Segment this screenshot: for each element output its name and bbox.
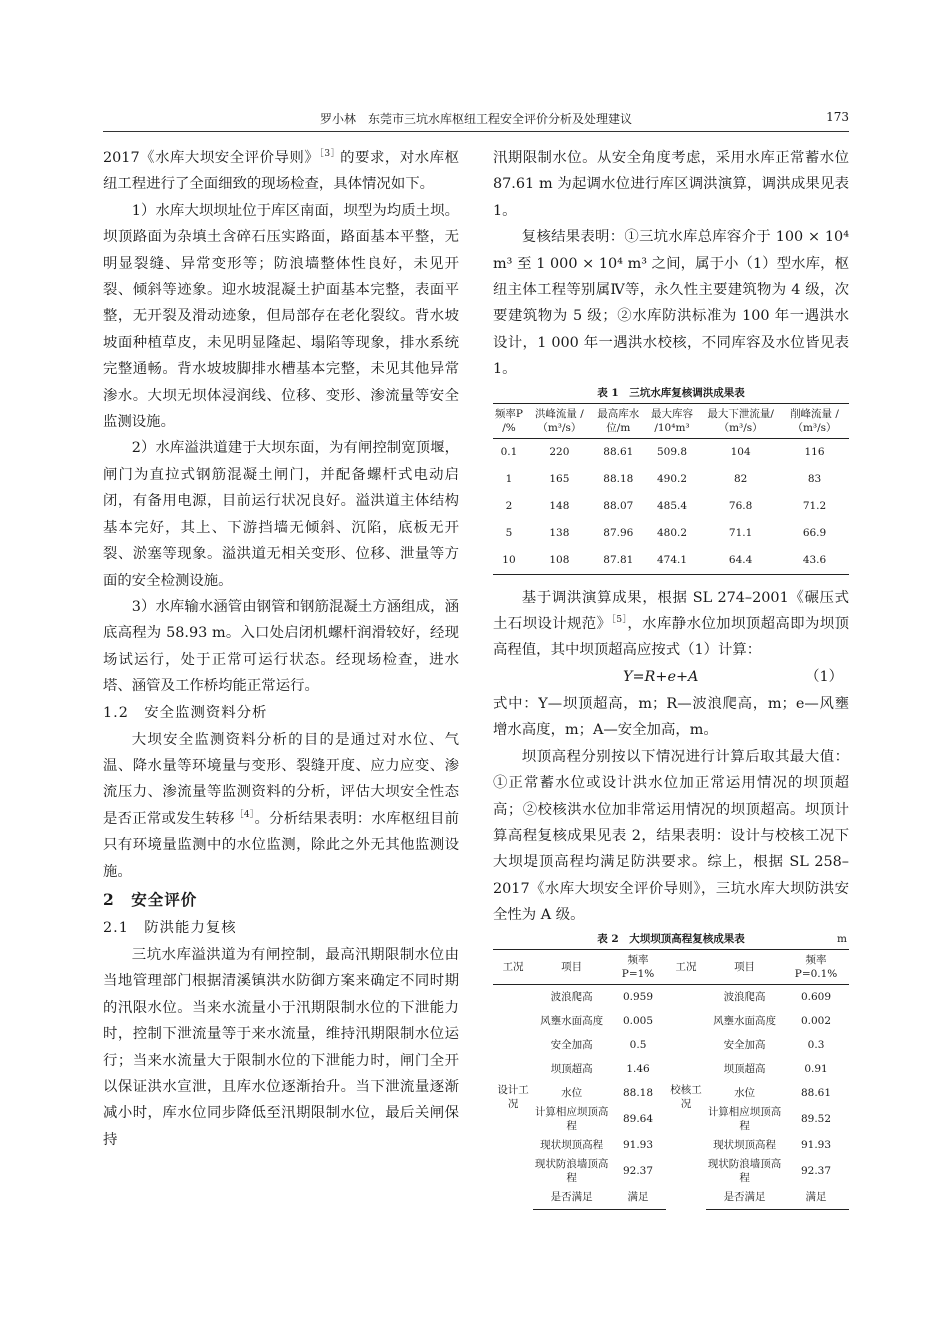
table1-header: 洪峰流量 /（m³/s） <box>525 403 594 438</box>
table-row: 0.1 220 88.61 509.8 104 116 <box>500 446 825 459</box>
table1-header: 频率P /% <box>493 403 525 438</box>
table-row: 10 108 87.81 474.1 64.4 43.6 <box>493 547 849 575</box>
left-column <box>103 145 459 1153</box>
running-header <box>103 107 849 129</box>
table-row: 2 148 88.07 485.4 76.8 71.2 <box>505 500 827 513</box>
section-heading-1-2: 1.2 安全监测资料分析 <box>103 704 268 721</box>
citation[interactable]: ［3］ <box>319 149 341 160</box>
table-row: 安全加高 0.5 安全加高 0.3 <box>550 1038 825 1051</box>
table2 <box>493 949 849 1210</box>
table1-header: 削峰流量 /（m³/s） <box>780 403 849 438</box>
table-row: 现状防浪墙顶高程 92.37 现状防浪墙顶高程 92.37 <box>534 1157 832 1184</box>
paragraph: 复核结果表明：①三坑水库总库容介于 100 × 10⁴ m³ 至 1 000 × 10⁴ m³ 之间，属于小（1）型水库，枢纽主体工程等别属Ⅳ等，永久性主要建筑物为 4 级，次要建筑物为 5 级；②水库防洪标准为 100 年一遇洪水设计，1 000 年一遇洪水校核，不同库容及水位皆见表 1。 <box>493 229 849 378</box>
table1-header: 最高库水位/m <box>594 403 643 438</box>
table2-header: 项目 <box>533 949 610 984</box>
header-rule <box>103 131 849 132</box>
right-column <box>493 145 849 1210</box>
table2-header: 频率 P=0.1% <box>783 949 849 984</box>
paragraph: 2）水库溢洪道建于大坝东面，为有闸控制宽顶堰，闸门为直拉式钢筋混凝土闸门，并配备螺杆式电动启闭，有备用电源，目前运行状况良好。溢洪道主体结构基本完好，其上、下游挡墙无倾斜、沉陷，底板无开裂、淤塞等现象。溢洪道无相关变形、位移、泄量等方面的安全检测设施。 <box>103 440 459 589</box>
table-row: 风壅水面高度 0.005 风壅水面高度 0.002 <box>540 1014 832 1027</box>
table1-caption: 表 1 三坑水库复核调洪成果表 <box>597 386 745 399</box>
paragraph: 基于调洪演算成果，根据 SL 274–2001《碾压式土石坝设计规范》$^{[5]}$，水库静水位加坝顶超高即为坝顶高程值，其中坝顶超高应按式（1）计算： <box>493 589 849 659</box>
paragraph: 2017《水库大坝安全评价导则》$^{[3]}$的要求，对水库枢纽工程进行了全面细致的现场检查，具体情况如下。 <box>103 149 459 193</box>
paragraph: 1）水库大坝坝址位于库区南面，坝型为均质土坝。坝顶路面为杂填土含碎石压实路面，路面基本平整，无明显裂缝、异常变形等；防浪墙整体性良好，未见开裂、倾斜等迹象。迎水坡混凝土护面基本完整，表面平整，无开裂及滑动迹象，但局部存在老化裂纹。背水坡坡面种植草皮，未见明显隆起、塌陷等现象，排水系统完整通畅。背水坡坡脚排水槽基本完整，未见其他异常渗水。大坝无坝体浸润线、位移、变形、渗流量等安全监测设施。 <box>103 202 459 431</box>
table1 <box>493 403 849 575</box>
paragraph: 大坝安全监测资料分析的目的是通过对水位、气温、降水量等环境量与变形、裂缝开度、应力应变、渗流压力、渗流量等监测资料的分析，评估大坝安全性态是否正常或发生转移$^{[4]}$。分析结果表明：水库枢纽目前只有环境量监测中的水位监测，除此之外无其他监测设施。 <box>103 731 459 880</box>
table2-caption: 表 2 大坝坝顶高程复核成果表 m <box>597 932 847 945</box>
table-row: 水位 88.18 水位 88.61 <box>561 1086 832 1099</box>
table-row: 坝顶超高 1.46 坝顶超高 0.91 <box>550 1062 828 1075</box>
check-case-cell: 校核工况 <box>670 1083 702 1110</box>
design-case-cell: 设计工况 <box>497 1083 529 1110</box>
table-row: 1 165 88.18 490.2 82 83 <box>505 473 822 486</box>
section-heading-2: 2 安全评价 <box>103 889 198 909</box>
equation-formula: Y=R+e+A <box>623 668 699 685</box>
paragraph: 坝顶高程分别按以下情况进行计算后取其最大值：①正常蓄水位或设计洪水位加正常运用情况的坝顶超高；②校核洪水位加非常运用情况的坝顶超高。坝顶计算高程复核成果见表 2，结果表明：设计与校核工况下大坝堤顶高程均满足防洪要求。综上，根据 SL 258–2017《水库大坝安全评价导则》，三坑水库大坝防洪安全性为 A 级。 <box>493 748 849 924</box>
section-heading-2-1: 2.1 防洪能力复核 <box>103 919 237 936</box>
table-row: 现状坝顶高程 91.93 现状坝顶高程 91.93 <box>540 1138 832 1151</box>
paragraph: 式中：Y—坝顶超高，m；R—波浪爬高，m；e—风壅增水高度，m；A—安全加高，m。 <box>493 695 849 739</box>
table2-header: 频率 P=1% <box>610 949 666 984</box>
paragraph: 三坑水库溢洪道为有闸控制，最高汛期限制水位由当地管理部门根据清溪镇洪水防御方案来确定不同时期的汛限水位。当来水流量小于汛期限制水位的下泄能力时，控制下泄流量等于来水流量，维持汛期限制水位运行；当来水流量大于限制水位的下泄能力时，闸门全开以保证洪水宣泄，且库水位逐渐抬升。当下泄流量逐渐减小时，库水位同步降低至汛期限制水位，最后关闸保持 <box>103 946 459 1148</box>
citation[interactable]: ［4］ <box>234 809 255 820</box>
table1-header: 最大下泄流量/ （m³/s） <box>701 403 780 438</box>
equation <box>493 664 849 691</box>
table2-header: 工况 <box>666 949 706 984</box>
running-title: 罗小林 东莞市三坑水库枢纽工程安全评价分析及处理建议 <box>319 112 632 126</box>
paragraph: 3）水库输水涵管由钢管和钢筋混凝土方涵组成，涵底高程为 58.93 m。入口处启闭机螺杆润滑较好，经现场试运行，处于正常可运行状态。经现场检查，进水塔、涵管及工作桥均能正常运行。 <box>103 598 459 695</box>
table-row: 是否满足 满足 是否满足 满足 <box>493 1185 849 1210</box>
table-row: 计算相应坝顶高程 89.64 计算相应坝顶高程 89.52 <box>534 1105 832 1132</box>
table-row: 设计工况 波浪爬高 0.959 校核工况 波浪爬高 0.609 <box>493 984 849 1009</box>
paragraph: 汛期限制水位。从安全角度考虑，采用水库正常蓄水位 87.61 m 为起调水位进行库区调洪演算，调洪成果见表 1。 <box>493 150 849 219</box>
table2-unit: m <box>837 932 847 945</box>
table2-header: 项目 <box>706 949 783 984</box>
equation-number: （1） <box>805 668 843 685</box>
citation[interactable]: ［5］ <box>611 615 628 626</box>
page-number: 173 <box>826 110 849 124</box>
table2-header: 工况 <box>493 949 533 984</box>
table1-header: 最大库容 /10⁴m³ <box>643 403 702 438</box>
table-row: 5 138 87.96 480.2 71.1 66.9 <box>505 527 827 540</box>
